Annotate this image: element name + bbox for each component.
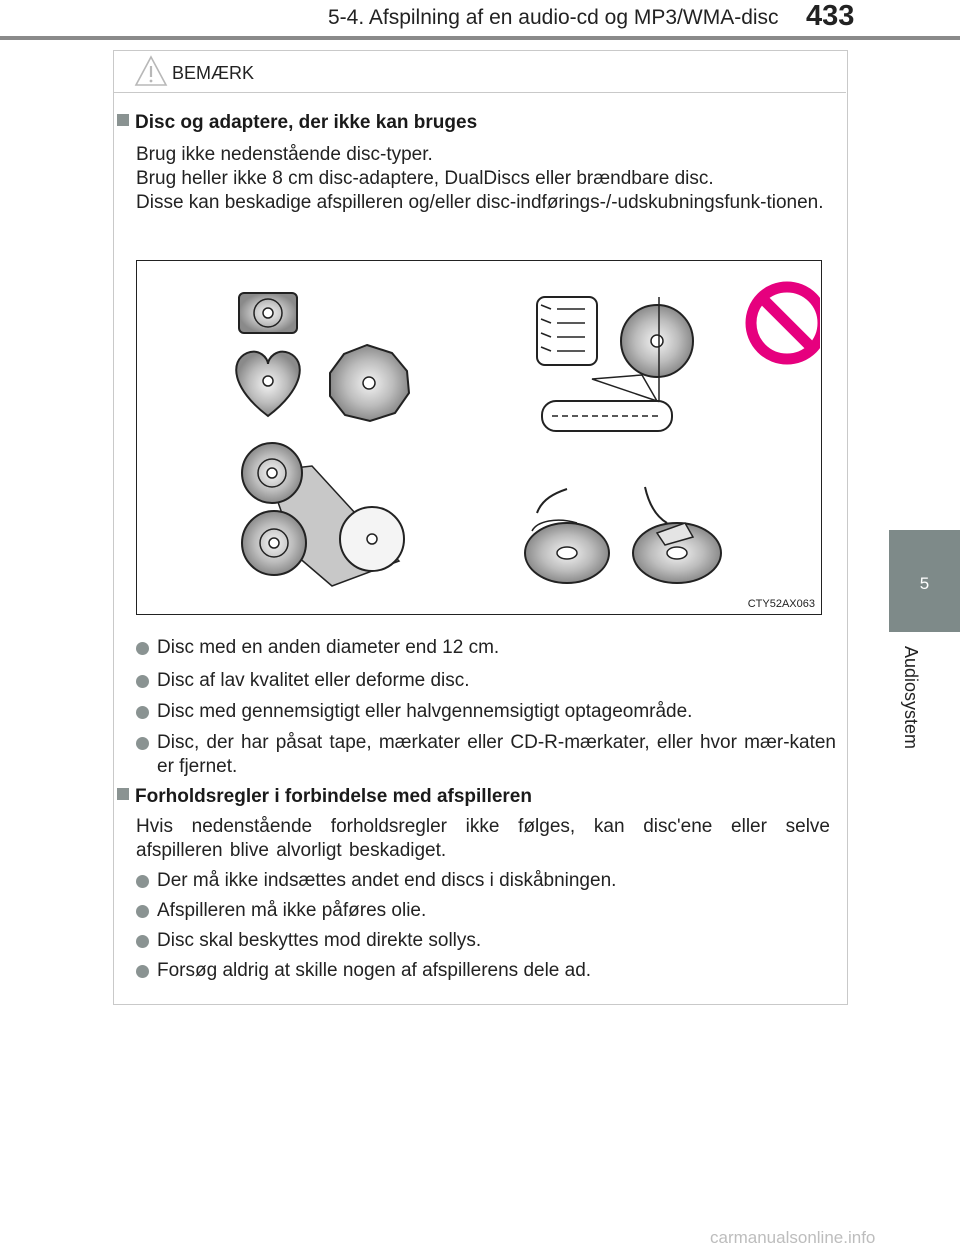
warning-triangle-icon	[134, 55, 168, 87]
list-item-text: Disc af lav kvalitet eller deforme disc.	[157, 670, 470, 691]
round-bullet-icon	[136, 675, 149, 688]
list-item-text: Afspilleren må ikke påføres olie.	[157, 900, 427, 921]
list-item-text: Disc med gennemsigtigt eller halvgennemsigtigt optageområde.	[157, 701, 693, 722]
round-bullet-icon	[136, 706, 149, 719]
list-item	[136, 899, 836, 923]
list-item	[136, 959, 836, 983]
chapter-tab	[889, 530, 960, 632]
dualdisc-diagram-icon	[537, 297, 693, 431]
list-item	[136, 669, 836, 693]
running-header-title: 5-4. Afspilning af en audio-cd og MP3/WMA-disc	[328, 6, 779, 29]
round-bullet-icon	[136, 935, 149, 948]
prohibited-icon	[751, 287, 820, 359]
list-item	[136, 929, 836, 953]
list-item-text: Disc skal beskyttes mod direkte sollys.	[157, 930, 482, 951]
section-heading-text: Disc og adaptere, der ikke kan bruges	[135, 112, 478, 133]
header-rule	[0, 36, 960, 40]
square-disc-icon	[239, 293, 297, 333]
round-bullet-icon	[136, 875, 149, 888]
round-bullet-icon	[136, 737, 149, 750]
round-bullet-icon	[136, 905, 149, 918]
list-item	[136, 731, 836, 779]
chapter-label: Audiosystem	[901, 646, 921, 750]
labelled-disc-icon	[525, 487, 721, 583]
list-item-text: Disc med en anden diameter end 12 cm.	[157, 637, 500, 658]
list-item	[136, 636, 836, 660]
disc-illustration	[137, 261, 820, 613]
watermark: carmanualsonline.info	[710, 1228, 876, 1247]
adapter-disc-icon	[242, 443, 404, 586]
round-bullet-icon	[136, 965, 149, 978]
paragraph-line: Disse kan beskadige afspilleren og/eller disc-indførings-/-udskubningsfunk-tionen.	[136, 192, 824, 213]
paragraph-line: Brug heller ikke 8 cm disc-adaptere, DualDiscs eller brændbare disc.	[136, 168, 714, 189]
list-item-text: Der må ikke indsættes andet end discs i diskåbningen.	[157, 870, 617, 891]
square-bullet-icon	[117, 788, 129, 800]
section-heading-player-precautions	[117, 786, 532, 808]
paragraph: Hvis nedenstående forholdsregler ikke følges, kan disc'ene eller selve afspilleren blive alvorligt beskadiget.	[136, 816, 830, 861]
figure-code: CTY52AX063	[747, 598, 815, 610]
list-item	[136, 869, 836, 893]
round-bullet-icon	[136, 642, 149, 655]
list-item	[136, 700, 836, 724]
note-header	[114, 51, 846, 93]
section-heading-unusable-discs	[117, 112, 477, 134]
heart-disc-icon	[236, 352, 300, 416]
note-title: BEMÆRK	[172, 63, 255, 83]
page-number: 433	[806, 0, 855, 32]
polygon-disc-icon	[330, 345, 409, 421]
figure-unusable-discs	[136, 260, 822, 615]
chapter-number: 5	[919, 574, 930, 593]
square-bullet-icon	[117, 114, 129, 126]
list-item-text: Forsøg aldrig at skille nogen af afspillerens dele ad.	[157, 960, 592, 981]
list-item-text: Disc, der har påsat tape, mærkater eller CD-R-mærkater, eller hvor mær-katen er fjernet.	[157, 732, 836, 777]
section-heading-text: Forholdsregler i forbindelse med afspilleren	[135, 786, 532, 807]
paragraph-line: Brug ikke nedenstående disc-typer.	[136, 144, 433, 165]
